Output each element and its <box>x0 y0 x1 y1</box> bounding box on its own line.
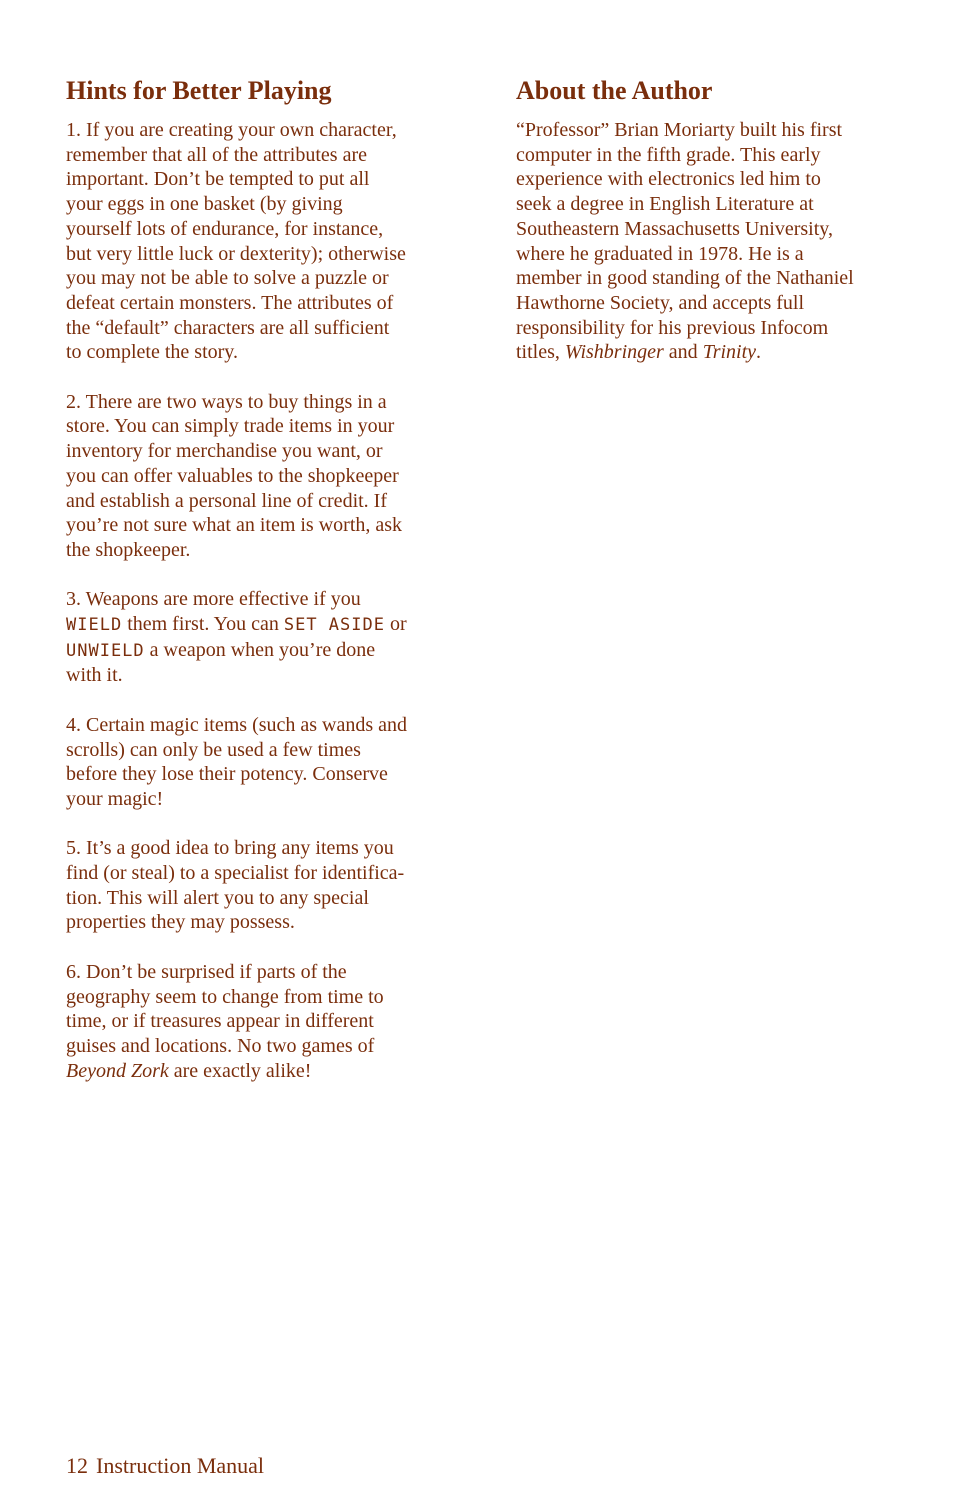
hint-4-line: scrolls) can only be used a few times <box>66 738 361 761</box>
hint-2-line: inventory for merchandise you want, or <box>66 440 383 463</box>
hint-1-line: remember that all of the attributes are <box>66 143 367 166</box>
bio-text: titles, <box>516 341 565 364</box>
hint-2-line: 2. There are two ways to buy things in a <box>66 390 387 413</box>
hint-3-line <box>66 638 466 664</box>
hints-column <box>66 74 466 1108</box>
bio-line: where he graduated in 1978. He is a <box>516 242 804 265</box>
command-set-aside: SET ASIDE <box>283 615 385 636</box>
hints-heading: Hints for Better Playing <box>66 76 332 105</box>
hint-5-line: properties they may possess. <box>66 911 295 934</box>
hint-3-line: 3. Weapons are more effective if you <box>66 588 361 611</box>
hint-6-text: are exactly alike! <box>168 1059 312 1082</box>
author-bio <box>516 118 906 365</box>
hint-2 <box>66 390 466 563</box>
hint-4-line: before they lose their potency. Conserve <box>66 763 388 786</box>
hint-3-line: with it. <box>66 664 123 687</box>
hint-5 <box>66 836 466 935</box>
hint-5-line: tion. This will alert you to any special <box>66 886 369 909</box>
hint-1 <box>66 118 466 365</box>
bio-text: and <box>663 341 703 364</box>
hint-2-line: store. You can simply trade items in your <box>66 415 395 438</box>
bio-text: . <box>756 341 762 364</box>
bio-line: Hawthorne Society, and accepts full <box>516 291 805 314</box>
page-number: 12 <box>66 1453 88 1478</box>
game-title-beyond-zork: Beyond Zork <box>66 1059 169 1082</box>
hint-1-line: important. Don’t be tempted to put all <box>66 168 370 191</box>
hint-1-line: but very little luck or dexterity); otherwise <box>66 242 406 265</box>
hint-6-line: time, or if treasures appear in different <box>66 1010 374 1033</box>
bio-line: computer in the fifth grade. This early <box>516 143 821 166</box>
hint-4-line: your magic! <box>66 787 164 810</box>
hint-1-line: the “default” characters are all sufficient <box>66 316 390 339</box>
hint-6-line <box>66 1059 466 1084</box>
hint-4-line: 4. Certain magic items (such as wands and <box>66 713 408 736</box>
author-column <box>516 74 906 365</box>
command-unwield: UNWIELD <box>66 640 145 661</box>
bio-line: responsibility for his previous Infocom <box>516 316 829 339</box>
game-title-wishbringer: Wishbringer <box>564 341 664 364</box>
hint-1-line: you may not be able to solve a puzzle or <box>66 267 389 290</box>
bio-line: “Professor” Brian Moriarty built his first <box>516 119 843 141</box>
bio-line: Southeastern Massachusetts University, <box>516 217 833 240</box>
hint-2-line: the shopkeeper. <box>66 538 191 561</box>
hint-1-line: defeat certain monsters. The attributes of <box>66 291 394 314</box>
hint-2-line: you’re not sure what an item is worth, ask <box>66 514 403 537</box>
hint-1-line: your eggs in one basket (by giving <box>66 193 343 216</box>
bio-line: seek a degree in English Literature at <box>516 193 814 216</box>
footer-label: Instruction Manual <box>96 1453 265 1478</box>
hint-4 <box>66 713 466 812</box>
hint-1-line: to complete the story. <box>66 341 238 364</box>
hint-3 <box>66 587 466 688</box>
hint-3-text: or <box>384 613 407 636</box>
hint-5-line: find (or steal) to a specialist for identifica- <box>66 862 405 885</box>
hint-1-line: yourself lots of endurance, for instance, <box>66 217 384 240</box>
hint-6-line: 6. Don’t be surprised if parts of the <box>66 960 347 983</box>
hint-1-line: 1. If you are creating your own character, <box>66 119 397 141</box>
bio-line: experience with electronics led him to <box>516 168 821 191</box>
hint-2-line: you can offer valuables to the shopkeeper <box>66 464 399 487</box>
hint-3-line <box>66 612 466 638</box>
hint-6 <box>66 960 466 1084</box>
hint-3-text: them first. You can <box>122 613 284 636</box>
page-footer <box>66 1452 264 1480</box>
hint-2-line: and establish a personal line of credit. If <box>66 489 387 512</box>
hint-5-line: 5. It’s a good idea to bring any items you <box>66 837 394 860</box>
hint-3-text: a weapon when you’re done <box>144 638 376 661</box>
hint-6-line: geography seem to change from time to <box>66 985 384 1008</box>
bio-line: member in good standing of the Nathaniel <box>516 267 854 290</box>
game-title-trinity: Trinity <box>702 341 757 364</box>
bio-line <box>516 340 906 365</box>
command-wield: WIELD <box>66 615 123 636</box>
hint-6-line: guises and locations. No two games of <box>66 1034 375 1057</box>
author-heading: About the Author <box>516 76 713 105</box>
